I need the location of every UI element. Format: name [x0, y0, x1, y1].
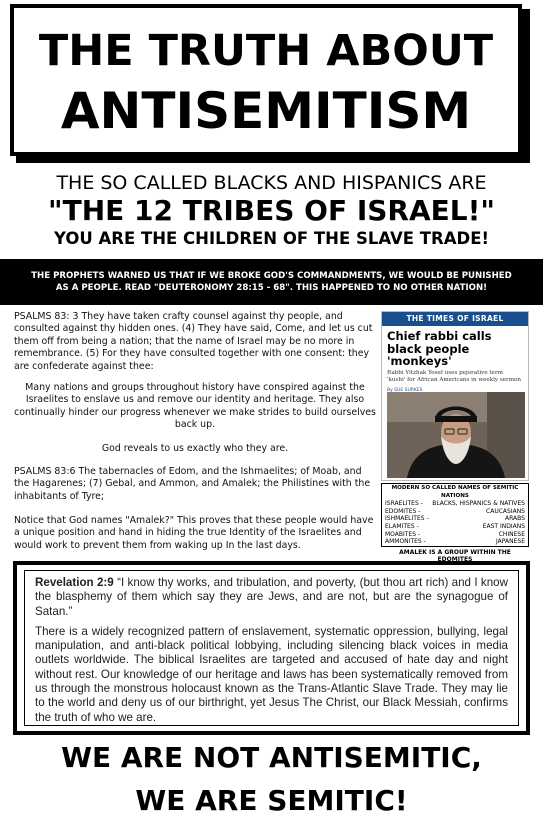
article-headline: Chief rabbi calls black people 'monkeys'	[387, 329, 492, 368]
nation-name: AMMONITES -	[385, 538, 426, 546]
subtitle-line-1: THE SO CALLED BLACKS AND HISPANICS ARE	[56, 172, 487, 194]
revelation-box	[13, 561, 530, 735]
table-row	[385, 515, 525, 523]
article-masthead: THE TIMES OF ISRAEL	[382, 312, 528, 326]
table-row	[385, 523, 525, 531]
nations-table-header: MODERN SO CALLED NAMES OF SEMITIC NATIONS	[391, 485, 519, 499]
nation-modern-name: EAST INDIANS	[482, 522, 525, 530]
nation-modern-name: ARABS	[505, 515, 525, 523]
title-line-1: THE TRUTH ABOUT	[38, 26, 494, 76]
god-reveals-text: God reveals to us exactly who they are.	[101, 443, 289, 454]
revelation-inner-frame	[24, 570, 519, 726]
rabbi-photo	[387, 392, 525, 478]
nation-name: ISHMAELITES -	[385, 515, 429, 523]
revelation-quote-text: “I know thy works, and tribulation, and poverty, (but thou art rich) and I know the blasphemy of them which say they are Jews, and are not, but are the synagogue of Satan.”	[35, 576, 508, 618]
warning-banner	[0, 259, 543, 305]
revelation-quote	[35, 576, 508, 619]
nation-name: EDOMITES -	[385, 507, 421, 515]
amalek-footnote: AMALEK IS A GROUP WITHIN THE EDOMITES	[399, 549, 511, 563]
article-subhead: Rabbi Yitzhak Yosef uses pejorative term 'kushi' for African Americans in weekly sermon	[387, 369, 521, 383]
subtitle-line-2: "THE 12 TRIBES OF ISRAEL!"	[48, 194, 495, 227]
table-row	[385, 538, 525, 546]
nation-name: ISRAELITES -	[385, 500, 423, 508]
table-row	[385, 531, 525, 539]
nation-modern-name: BLACKS, HISPANICS & NATIVES	[432, 500, 525, 508]
closing-line-1: WE ARE NOT ANTISEMITIC,	[61, 741, 482, 774]
warning-line-2: AS A PEOPLE. READ "DEUTERONOMY 28:15 - 68". THIS HAPPENED TO NO OTHER NATION!	[55, 283, 488, 293]
psalms-83-6-text: PSALMS 83:6 The tabernacles of Edom, and the Ishmaelites; of Moab, and the Hagarenes; (7) Gebal, and Ammon, and Amalek; the Philistines with the inhabitants of Tyre;	[14, 466, 371, 502]
amalek-note-text: Notice that God names "Amalek?" This proves that these people would have a unique position and hand in hiding the true Identity of the Israelites and would work to prevent them from waking up In the last days.	[14, 515, 374, 551]
title-box	[10, 4, 522, 156]
table-row	[385, 500, 525, 508]
psalms-83-3-text: PSALMS 83: 3 They have taken crafty counsel against thy people, and consulted against thy hidden ones. (4) They have said, Come, and let us cut them off from being a nation; that the name of Israel may be no more in remembrance. (5) For they have consulted together with one consent: they are confederate against thee:	[14, 311, 373, 372]
nation-modern-name: CAUCASIANS	[486, 507, 525, 515]
warning-line-1: THE PROPHETS WARNED US THAT IF WE BROKE GOD'S COMMANDMENTS, WE WOULD BE PUNISHED	[31, 271, 512, 281]
closing-line-2: WE ARE SEMITIC!	[135, 784, 408, 817]
nation-name: MOABITES -	[385, 530, 421, 538]
news-article-clipping	[381, 311, 529, 481]
nation-modern-name: CHINESE	[498, 530, 525, 538]
semitic-nations-table	[381, 483, 529, 547]
article-byline: By SUE SURKES	[387, 387, 423, 393]
revelation-reference: Revelation 2:9	[35, 576, 114, 589]
conspiracy-text: Many nations and groups throughout history have conspired against the Israelites to enslave us and remove our identity and heritage. They also continually hinder our progress whenever we make strides to build ourselves back up.	[14, 382, 376, 431]
revelation-paragraph: There is a widely recognized pattern of enslavement, systematic oppression, bullying, legal manipulation, and anti-black political lobbying, including silencing black voices in media outlets worldwide. The biblical Israelites are targeted and accused of hate day and night without rest. Our knowledge of our heritage and laws has been systematically removed from us through the monstrous holocaust known as the Trans-Atlantic Slave Trade. They may lie to the world and deny us of our birthright, yet Jesus The Christ, our Black Messiah, confirms the truth of who we are.	[35, 624, 508, 724]
table-row	[385, 508, 525, 516]
nation-name: ELAMITES -	[385, 522, 419, 530]
subtitle-line-3: YOU ARE THE CHILDREN OF THE SLAVE TRADE!	[53, 229, 490, 248]
nation-modern-name: JAPANESE	[496, 538, 525, 546]
title-line-2: ANTISEMITISM	[60, 82, 472, 140]
